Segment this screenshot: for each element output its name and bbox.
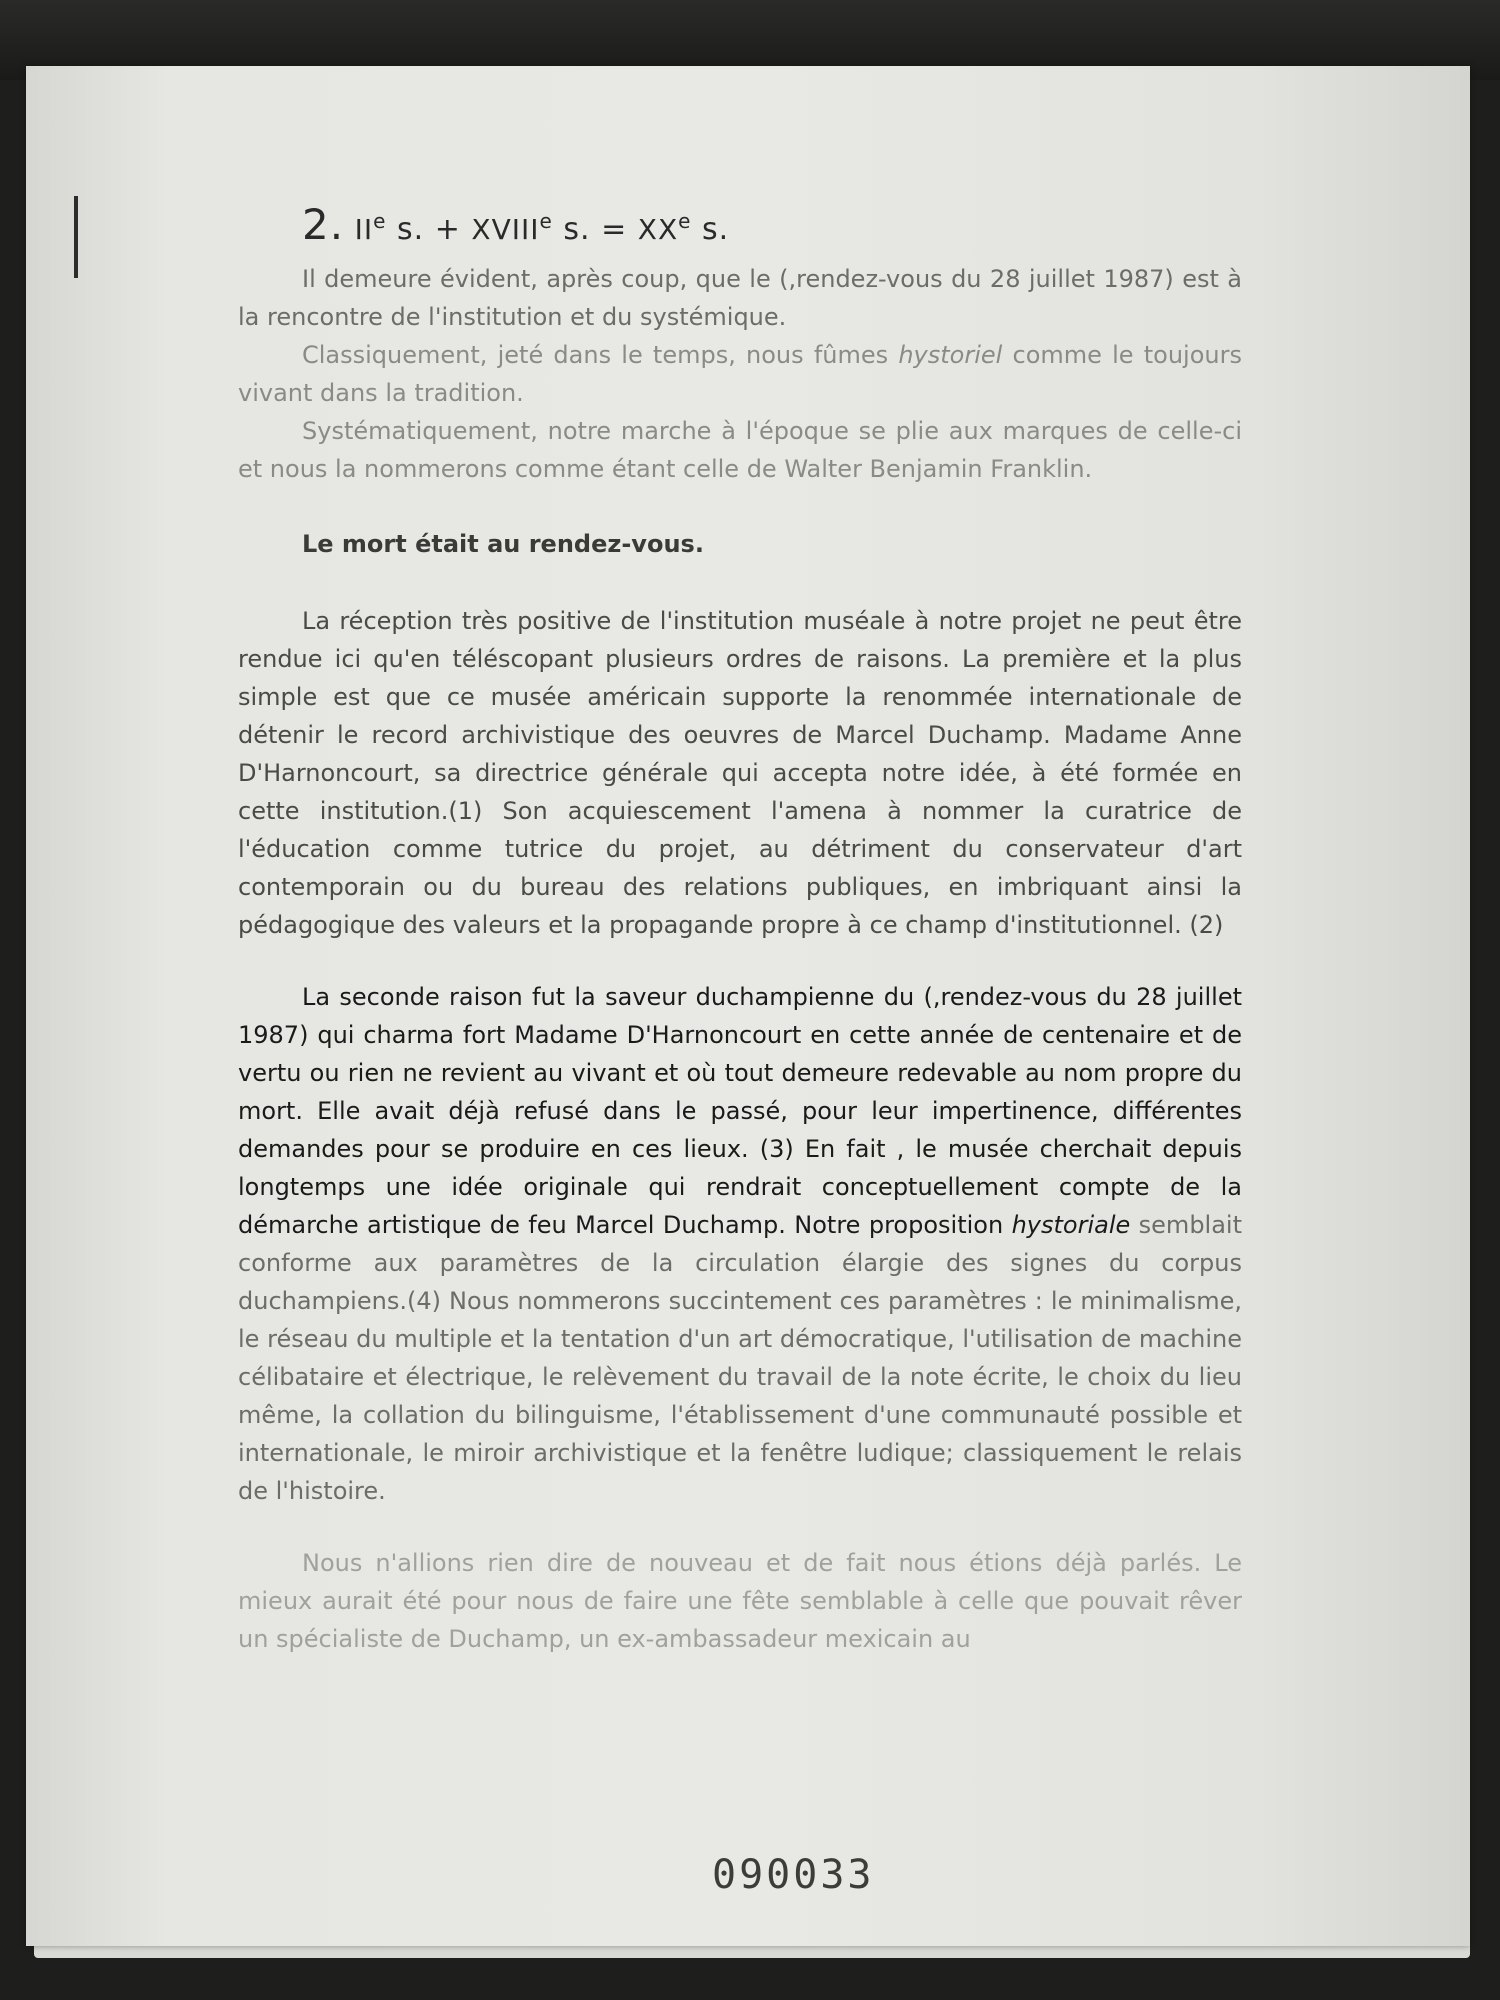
heading-sup-1: e — [373, 209, 387, 233]
paragraph-2-emphasis: hystoriel — [898, 341, 1003, 369]
heading-s-3: s. — [702, 212, 730, 247]
paragraph-3: Systématiquement, notre marche à l'époque se plie aux marques de celle-ci et nous la nommerons comme étant celle de Walter Benjamin Franklin. — [238, 417, 1242, 483]
paragraph-2-text-a: Classiquement, jeté dans le temps, nous fûmes — [302, 341, 899, 369]
heading-century-3: XX — [637, 213, 679, 246]
paragraph-2 — [238, 336, 1242, 412]
paragraph-5-text-a: La seconde raison fut la saveur duchampienne du (,rendez-vous du 28 juillet 1987) qui charma fort Madame D'Harnoncourt en cette année de centenaire et de vertu ou rien ne revient au vivant et où tout demeure redevable au nom propre du mort. Elle avait déjà refusé dans le passé, pour leur impertinence, différentes demandes pour se produire en ces lieux. (3) En fait , le musée cherchait depuis longtemps une idée originale qui rendrait conceptuellement compte de la démarche artistique de feu Marcel Duchamp. Notre proposition — [238, 983, 1242, 1239]
paragraph-2-text-b: comme le toujours vivant dans la tradition. — [238, 341, 1242, 407]
subheading: Le mort était au rendez-vous. — [302, 530, 704, 558]
heading-s-1: s. — [397, 212, 425, 247]
heading-sup-2: e — [539, 209, 553, 233]
page-number: 090033 — [712, 1852, 875, 1898]
heading-s-2: s. — [563, 212, 591, 247]
paragraph-5-emphasis: hystoriale — [1011, 1211, 1131, 1239]
margin-mark — [74, 196, 78, 278]
heading-century-2: XVIII — [471, 213, 540, 246]
paragraph-5-text-b: semblait conforme aux paramètres de la circulation élargie des signes du corpus duchampiens.(4) Nous nommerons succintement ces paramètres : le minimalisme, le réseau du multiple et la tentation d'un art démocratique, l'utilisation de machine célibataire et électrique, le relèvement du travail de la note écrite, le choix du lieu même, la collation du bilinguisme, l'établissement d'une communauté possible et internationale, le miroir archivistique et la fenêtre ludique; classiquement le relais de l'histoire. — [238, 1211, 1243, 1505]
section-heading — [302, 200, 1242, 260]
heading-plus: + — [434, 212, 461, 247]
heading-century-1: II — [354, 213, 374, 246]
heading-sup-3: e — [678, 209, 692, 233]
document-content — [238, 200, 1242, 1658]
paragraph-5 — [238, 978, 1242, 1510]
paragraph-6: Nous n'allions rien dire de nouveau et de fait nous étions déjà parlés. Le mieux aurait été pour nous de faire une fête semblable à celle que pouvait rêver un spécialiste de Duchamp, un ex-ambassadeur mexicain au — [238, 1549, 1242, 1653]
heading-equals: = — [601, 212, 628, 247]
heading-number: 2. — [302, 200, 345, 249]
paragraph-4: La réception très positive de l'institution muséale à notre projet ne peut être rendue ici qu'en téléscopant plusieurs ordres de raisons. La première et la plus simple est que ce musée américain supporte la renommée internationale de détenir le record archivistique des oeuvres de Marcel Duchamp. Madame Anne D'Harnoncourt, sa directrice générale qui accepta notre idée, à été formée en cette institution.(1) Son acquiescement l'amena à nommer la curatrice de l'éducation comme tutrice du projet, au détriment du conservateur d'art contemporain ou du bureau des relations publiques, en imbriquant ainsi la pédagogique des valeurs et la propagande propre à ce champ d'institutionnel. (2) — [238, 607, 1242, 939]
paragraph-1: Il demeure évident, après coup, que le (,rendez-vous du 28 juillet 1987) est à la rencontre de l'institution et du systémique. — [238, 265, 1242, 331]
